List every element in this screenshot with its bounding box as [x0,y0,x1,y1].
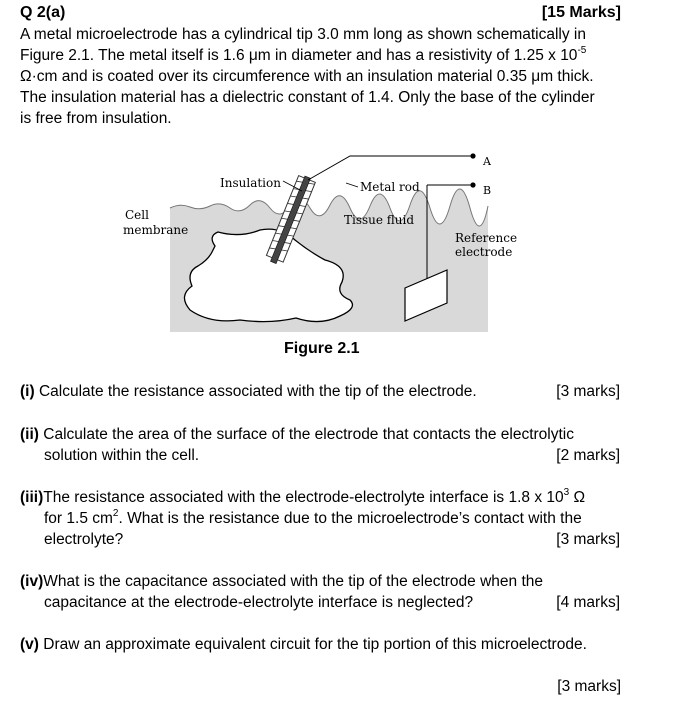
part-text: Calculate the area of the surface of the electrode that contacts the electrolytic [43,426,574,443]
intro-line: Figure 2.1. The metal itself is 1.6 μm in diameter and has a resistivity of 1.25 x $10^{-5}$ [20,44,587,64]
part-text: solution within the cell. [44,447,200,464]
part-ii [20,424,620,466]
part-text: electrolyte? [44,531,124,548]
part-text: for 1.5 cm [44,510,113,527]
part-text: Ω [569,489,586,506]
figure-2-1-diagram [120,148,540,338]
question-total-marks: [15 Marks] [541,4,621,21]
part-text: Draw an approximate equivalent circuit for the tip portion of this microelectrode. [43,636,587,653]
label-cell-membrane-line1: Cell [125,208,149,222]
label-terminal-a: A [483,155,491,168]
label-insulation: Insulation [220,176,281,190]
label-reference-line2: electrode [455,245,513,259]
metal-rod-leader [346,183,358,187]
part-label: (iv) [20,573,44,590]
part-text: capacitance at the electrode-electrolyte interface is neglected? [44,594,474,611]
part-i [20,381,620,402]
part-v [20,634,620,655]
part-iii [20,487,620,550]
figure-caption: Figure 2.1 [284,340,360,357]
part-marks: [3 marks] [556,383,620,400]
part-label: (ii) [20,426,39,443]
part-marks: [2 marks] [556,447,620,464]
label-cell-membrane-line2: membrane [123,223,189,237]
label-metal-rod: Metal rod [360,180,420,194]
label-terminal-b: B [483,184,492,197]
resistivity-exponent: -5 [577,44,587,56]
terminal-a-dot [470,153,475,158]
part-v-marks: [3 marks] [557,678,621,695]
wire-a [308,156,472,180]
label-reference-line1: Reference [455,231,518,245]
part-text: . What is the resistance due to the microelectrode’s contact with the [118,510,582,527]
question-number: Q 2(a) [20,4,66,21]
part-text: What is the capacitance associated with the tip of the electrode when the [43,573,543,590]
part-iv [20,571,620,613]
part-marks: [3 marks] [556,531,620,548]
part-label: (iii) [20,489,44,506]
part-text: Calculate the resistance associated with the tip of the electrode. [38,383,477,400]
part-marks: [4 marks] [556,594,620,611]
exponent: 2 [112,507,119,519]
part-label: (v) [20,636,39,653]
exponent: 3 [563,486,570,498]
part-label: (i) [20,383,35,400]
intro-line: Ω·cm and is coated over its circumference with an insulation material 0.35 μm thick. [20,68,594,85]
terminal-b-dot [470,182,475,187]
intro-line: is free from insulation. [20,110,172,127]
intro-line: The insulation material has a dielectric constant of 1.4. Only the base of the cylinder [20,89,595,106]
question-intro [20,24,630,129]
part-text: The resistance associated with the electrode-electrolyte interface is 1.8 x 10 [43,489,564,506]
label-tissue-fluid: Tissue fluid [344,213,415,227]
intro-line: A metal microelectrode has a cylindrical tip 3.0 mm long as shown schematically in [20,26,586,43]
